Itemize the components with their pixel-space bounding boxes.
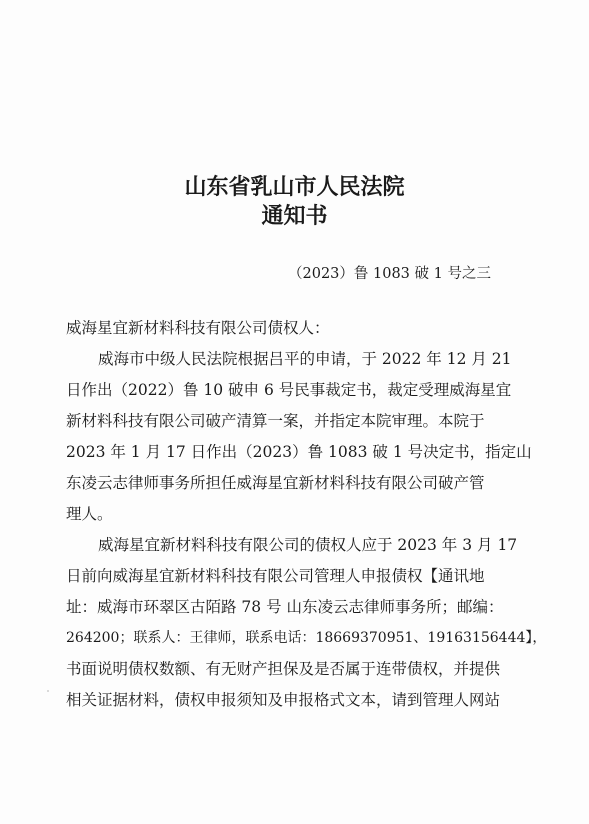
body-line: 2023 年 1 月 17 日作出（2023）鲁 1083 破 1 号决定书，指定山 — [66, 443, 532, 461]
body-line: 威海市中级人民法院根据吕平的申请，于 2022 年 12 月 21 — [98, 350, 512, 368]
body-line: 东凌云志律师事务所担任威海星宜新材料科技有限公司破产管 — [66, 474, 485, 492]
body-line: 日作出（2022）鲁 10 破申 6 号民事裁定书，裁定受理威海星宜 — [66, 381, 512, 399]
addressee-line: 威海星宜新材料科技有限公司债权人： — [66, 319, 330, 337]
body-line: 264200；联系人：王律师，联系电话：18669370951、19163156444】， — [66, 630, 547, 646]
body-line: 日前向威海星宜新材料科技有限公司管理人申报债权【通讯地 — [66, 567, 485, 585]
body-line: 理人。 — [66, 505, 113, 523]
scan-artifact — [47, 690, 49, 692]
body-line: 新材料科技有限公司破产清算一案，并指定本院审理。本院于 — [66, 412, 485, 430]
court-name-title: 山东省乳山市人民法院 — [184, 174, 405, 200]
body-line: 相关证据材料，债权申报须知及申报格式文本，请到管理人网站 — [66, 691, 501, 709]
document-number: （2023）鲁 1083 破 1 号之三 — [288, 266, 491, 282]
body-line: 书面说明债权数额、有无财产担保及是否属于连带债权，并提供 — [66, 660, 501, 678]
body-line: 威海星宜新材料科技有限公司的债权人应于 2023 年 3 月 17 — [98, 536, 518, 554]
body-line: 址：威海市环翠区古陌路 78 号 山东凌云志律师事务所；邮编： — [66, 598, 504, 616]
document-type-title: 通知书 — [261, 203, 328, 229]
